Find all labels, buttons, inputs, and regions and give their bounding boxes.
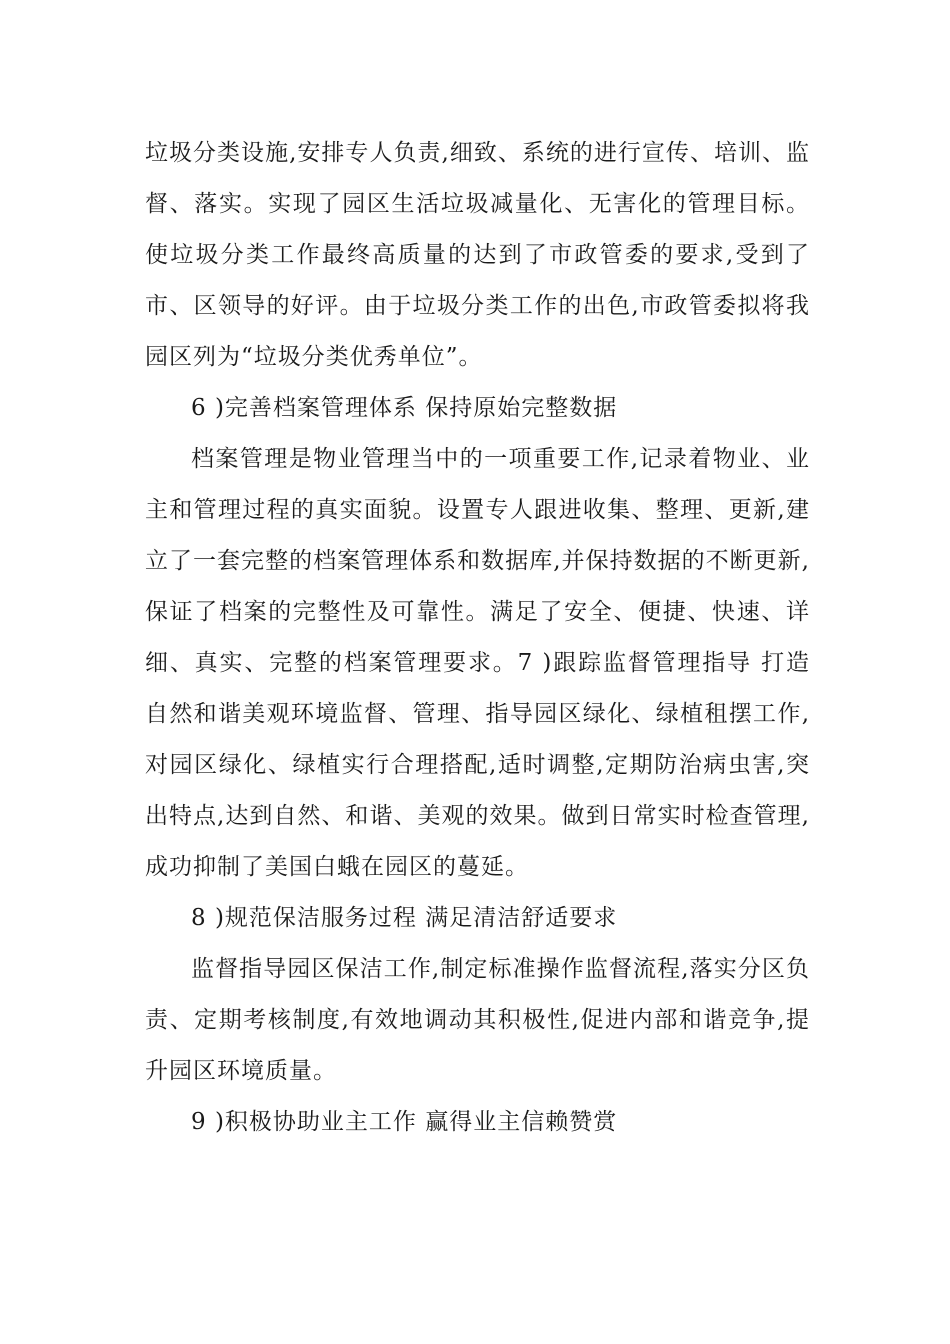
section-heading-8: 8 )规范保洁服务过程 满足清洁舒适要求 bbox=[191, 905, 618, 931]
paragraph-archive-and-greening: 档案管理是物业管理当中的一项重要工作,记录着物业、业主和管理过程的真实面貌。设置专人跟进收集、整理、更新,建立了一套完整的档案管理体系和数据库,并保持数据的不断更新,保证了档案的完整性及可靠性。满足了安全、便捷、快速、详细、真实、完整的档案管理要求。7 )跟踪监督管理指导 打造自然和谐美观环境监督、管理、指导园区绿化、绿植租摆工作,对园区绿化、绿植实行合理搭配,适时调整,定期防治病虫害,突出特点,达到自然、和谐、美观的效果。做到日常实时检查管理,成功抑制了美国白蛾在园区的蔓延。 bbox=[145, 446, 810, 880]
paragraph-cleaning: 监督指导园区保洁工作,制定标准操作监督流程,落实分区负责、定期考核制度,有效地调动其积极性,促进内部和谐竞争,提升园区环境质量。 bbox=[145, 956, 810, 1084]
document-body bbox=[145, 128, 810, 1148]
paragraph-garbage-sorting-continued: 垃圾分类设施,安排专人负责,细致、系统的进行宣传、培训、监督、落实。实现了园区生活垃圾减量化、无害化的管理目标。使垃圾分类工作最终高质量的达到了市政管委的要求,受到了市、区领导的好评。由于垃圾分类工作的出色,市政管委拟将我园区列为“垃圾分类优秀单位”。 bbox=[145, 140, 810, 370]
section-heading-6: 6 )完善档案管理体系 保持原始完整数据 bbox=[191, 395, 618, 421]
section-heading-9: 9 )积极协助业主工作 赢得业主信赖赞赏 bbox=[191, 1109, 618, 1135]
